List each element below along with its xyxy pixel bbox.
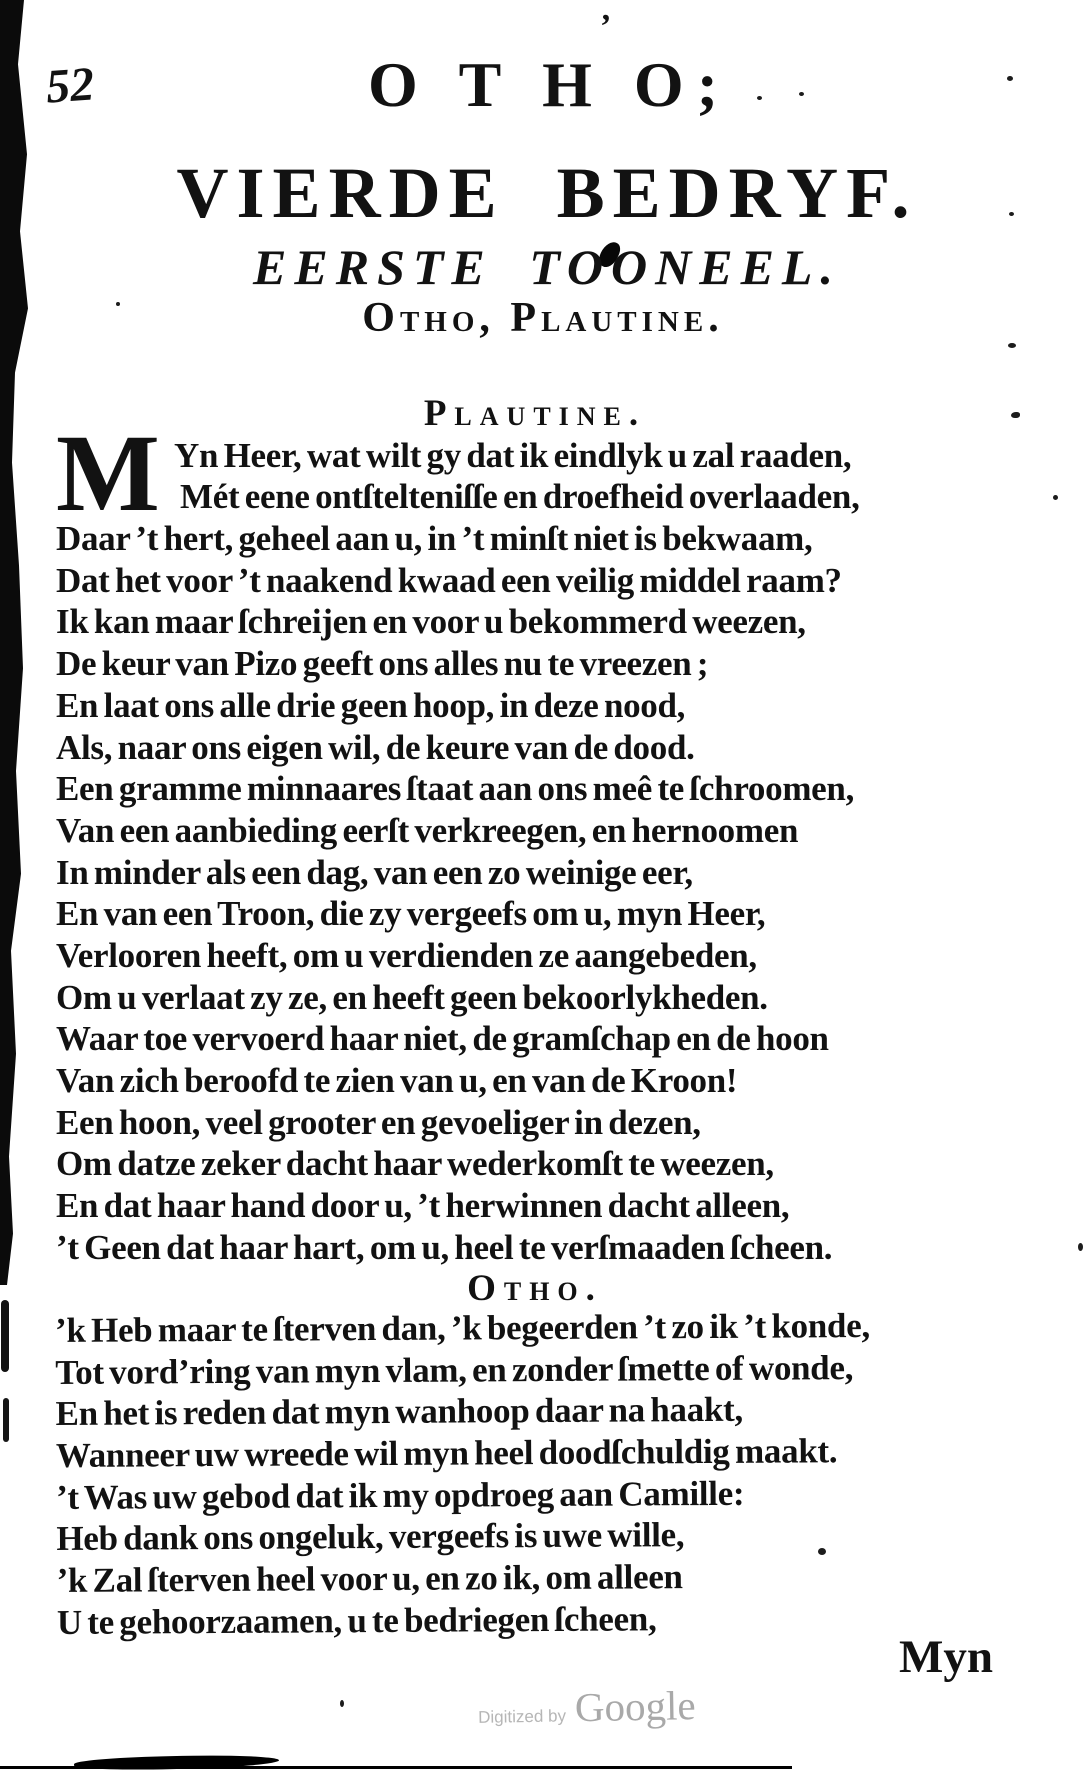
- binding-shadow-fragment: [3, 1398, 9, 1442]
- verse-line: Van zich beroofd te zien van u, en van de Kroon!: [56, 1061, 738, 1100]
- verse-line: En het is reden dat myn wanhoop daar na haakt,: [55, 1390, 743, 1434]
- verse-line: Ik kan maar ſchreijen en voor u bekommerd weezen,: [56, 602, 806, 642]
- ink-speck: [1008, 343, 1016, 348]
- verse-line: Tot vord’ring van myn vlam, en zonder ſmette of wonde,: [55, 1347, 854, 1392]
- verse-line: ’k Zal ſterven heel voor u, en zo ik, om alleen: [56, 1557, 683, 1601]
- scene-characters: Otho, Plautine.: [362, 295, 724, 341]
- verse-line: Yn Heer, wat wilt gy dat ik eindlyk u zal raaden,: [174, 435, 852, 475]
- speaker-heading-plautine: Plautine.: [423, 393, 647, 434]
- verse-line: En van een Troon, die zy vergeefs om u, myn Heer,: [56, 894, 766, 934]
- binding-shadow-fragment: [1, 1300, 9, 1372]
- verse-line: Verlooren heeft, om u verdienden ze aangebeden,: [56, 935, 757, 975]
- running-title: O T H O;: [367, 49, 732, 120]
- verse-line: Van een aanbieding eerſt verkreegen, en hernoomen: [56, 810, 799, 850]
- verse-line: Een hoon, veel grooter en gevoeliger in dezen,: [56, 1102, 701, 1142]
- stray-ink-mark: ’: [600, 8, 612, 45]
- ink-speck: [1053, 495, 1058, 500]
- verse-line: ’t Geen dat haar hart, om u, heel te verſmaaden ſcheen.: [56, 1227, 833, 1267]
- page-number: 52: [44, 57, 96, 114]
- verse-line: U te gehoorzaamen, u te bedriegen ſcheen,: [56, 1599, 657, 1642]
- google-logo: Google: [574, 1682, 696, 1731]
- verse-line: ’k Heb maar te ſterven dan, ’k begeerden ’t zo ik ’t konde,: [54, 1306, 870, 1351]
- verse-line: Een gramme minnaares ſtaat aan ons meê te ſchroomen,: [56, 769, 855, 809]
- verse-line: ’t Was uw gebod dat ik my opdroeg aan Camille:: [56, 1473, 745, 1517]
- verse-line: Dat het voor ’t naakend kwaad een veilig middel raam?: [56, 560, 842, 600]
- verse-line: Om u verlaat zy ze, en heeft geen bekoorlykheden.: [56, 977, 768, 1017]
- verse-line: De keur van Pizo geeft ons alles nu te vreezen ;: [56, 644, 709, 684]
- verse-line: In minder als een dag, van een zo weinige eer,: [56, 852, 693, 892]
- speech-otho: [55, 1304, 1015, 1643]
- catchword: Myn: [899, 1631, 993, 1683]
- verse-line: Mét eene ontſtelteniſſe en droefheid overlaaden,: [180, 477, 860, 517]
- verse-line: En dat haar hand door u, ’t herwinnen dacht alleen,: [56, 1186, 790, 1226]
- act-heading: VIERDE BEDRYF.: [176, 153, 918, 233]
- speech-plautine: [56, 435, 1014, 1269]
- watermark-prefix: Digitized by: [477, 1706, 567, 1727]
- google-watermark: [478, 1681, 696, 1733]
- scene-heading: EERSTE TOONEEL.: [253, 239, 841, 295]
- ink-speck: [340, 1700, 344, 1707]
- verse-line: En laat ons alle drie geen hoop, in deze nood,: [56, 685, 686, 725]
- verse-line: Waar toe vervoerd haar niet, de gramſchap en de hoon: [56, 1019, 829, 1059]
- verse-line: Heb dank ons ongeluk, vergeefs is uwe wille,: [56, 1515, 685, 1559]
- text-column: [56, 393, 1014, 1644]
- verse-line: Daar ’t hert, geheel aan u, in ’t minſt niet is bekwaam,: [56, 519, 813, 559]
- verse-line: Wanneer uw wreede wil myn heel doodſchuldig maakt.: [55, 1431, 838, 1476]
- drop-cap: M: [56, 412, 160, 534]
- verse-line: Als, naar ons eigen wil, de keure van de dood.: [56, 727, 695, 767]
- verse-line: Om datze zeker dacht haar wederkomſt te weezen,: [56, 1144, 774, 1184]
- speaker-heading-otho: Otho.: [467, 1268, 603, 1310]
- ink-speck: [1078, 1243, 1083, 1251]
- scan-edge-line: [0, 1766, 792, 1769]
